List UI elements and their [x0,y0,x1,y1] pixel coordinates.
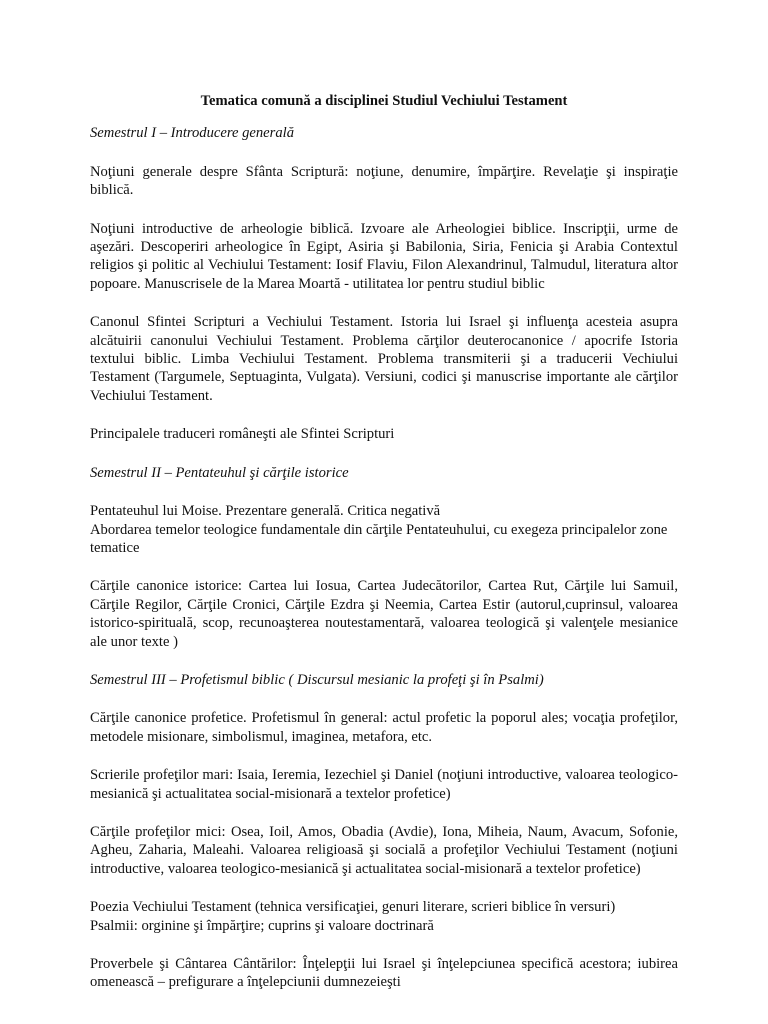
poetry-line: Poezia Vechiului Testament (tehnica versificaţiei, genuri literare, scrieri biblice în versuri) [90,899,616,916]
document-title: Tematica comună a disciplinei Studiul Vechiului Testament [200,93,568,109]
semester-3-heading: Semestrul III – Profetismul biblic ( Discursul mesianic la profeţi şi în Psalmi) [90,671,544,688]
paragraph-biblical-archaeology: Noţiuni introductive de arheologie biblică. Izvoare ale Arheologiei biblice. Inscripţii, urme de aşezări. Descoperiri arheologice în Egipt, Asiria şi Babilonia, Siria, Fenicia şi Arabia Contextul religios şi politic al Vechiului Testament: Iosif Flaviu, Filon Alexandrinul, Talmudul, literatura altor popoare. Manuscrisele de la Marea Moartă - utilitatea lor pentru studiul biblic [90,220,678,292]
document-content [90,92,678,1012]
paragraph-major-prophets: Scrierile profeţilor mari: Isaia, Ieremia, Iezechiel şi Daniel (noţiuni introductive, valoarea teologico-mesianică şi actualitatea social-misionară a textelor profetice) [90,767,678,802]
paragraph-romanian-translations: Principalele traduceri româneşti ale Sfintei Scripturi [90,426,395,443]
pentateuch-line: Pentateuhul lui Moise. Prezentare generală. Critica negativă [90,503,441,520]
paragraph-general-notions: Noţiuni generale despre Sfânta Scriptură: noţiune, denumire, împărţire. Revelaţie şi inspiraţie biblică. [90,163,678,199]
semester-1-heading: Semestrul I – Introducere generală [90,125,294,142]
paragraph-canon: Canonul Sfintei Scripturi a Vechiului Testament. Istoria lui Israel şi influenţa acesteia asupra alcătuirii canonului Vechiului Testament. Problema cărţilor deuterocanonice / apocrife Istoria textului biblic. Limba Vechiului Testament. Problema transmiterii şi a traducerii Vechiului Testament (Targumele, Septuaginta, Vulgata). Versiuni, codici şi manuscrise importante ale cărţilor Vechiului Testament. [90,314,678,404]
paragraph-pentateuch [90,502,678,557]
paragraph-historical-books: Cărţile canonice istorice: Cartea lui Iosua, Cartea Judecătorilor, Cartea Rut, Cărţile lui Samuil, Cărţile Regilor, Cărţile Cronici, Cărţile Ezdra şi Neemia, Cartea Estir (autorul,cuprinsul, valoarea istorico-spirituală, scop, recunoaşterea noutestamentară, valoarea teologică şi valenţele mesianice ale unor texte ) [90,578,678,650]
semester-2-heading: Semestrul II – Pentateuhul şi cărţile istorice [90,464,349,481]
pentateuch-line: Abordarea temelor teologice fundamentale din cărţile Pentateuhului, cu exegeza principalelor zone tematice [90,521,668,556]
paragraph-prophetic-books: Cărţile canonice profetice. Profetismul în general: actul profetic la poporul ales; vocaţia profeţilor, metodele misionare, simbolismul, imaginea, metafora, etc. [90,710,678,745]
paragraph-poetry [90,898,678,935]
paragraph-minor-prophets: Cărţile profeţilor mici: Osea, Ioil, Amos, Obadia (Avdie), Iona, Miheia, Naum, Avacum, Sofonie, Agheu, Zaharia, Maleahi. Valoarea religioasă şi socială a profeţilor Vechiului Testament (noţiuni introductive, valoarea teologico-mesianică şi actualitatea social-misionară a textelor profetice) [90,823,678,877]
poetry-line: Psalmii: orginine şi împărţire; cuprins şi valoare doctrinară [90,917,434,934]
paragraph-wisdom-books: Proverbele şi Cântarea Cântărilor: Înţelepţii lui Israel şi înţelepciunea specifică acestora; iubirea omenească – prefigurare a înţelepciunii dumnezeieşti [90,956,678,991]
